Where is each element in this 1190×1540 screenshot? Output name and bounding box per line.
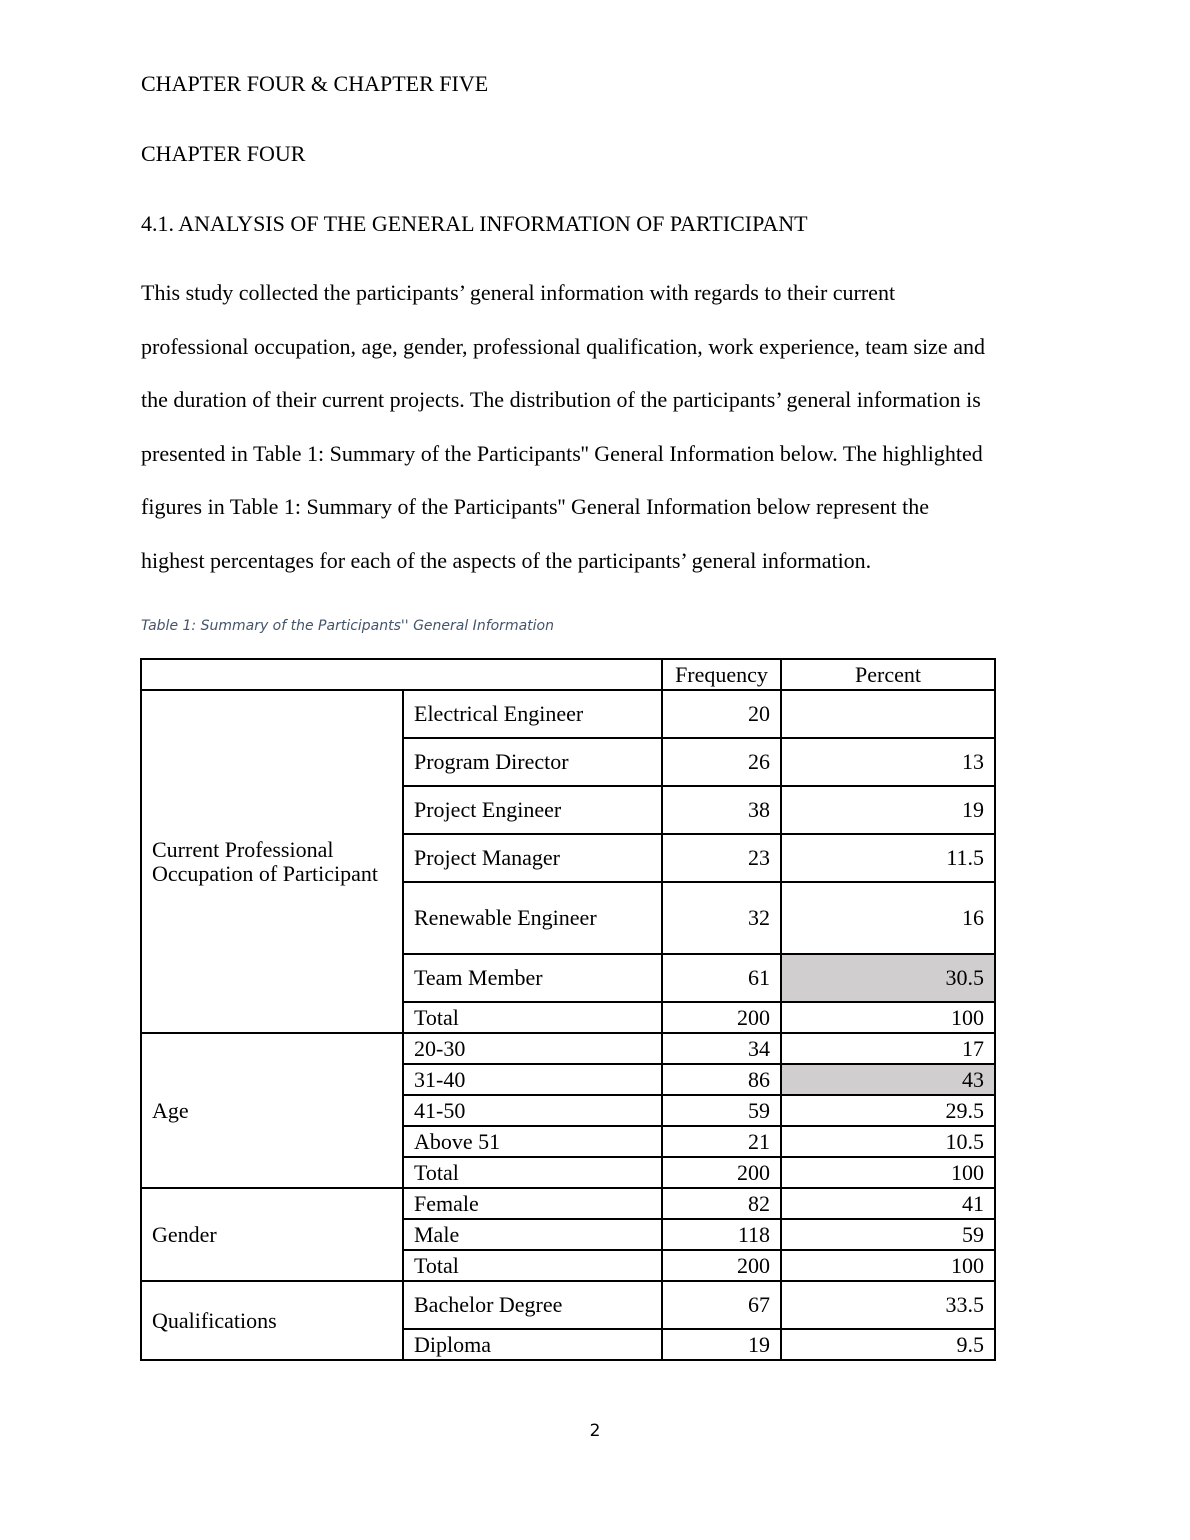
- row-item: Male: [403, 1219, 662, 1250]
- row-frequency: 20: [662, 690, 781, 738]
- row-percent: 100: [781, 1002, 995, 1033]
- row-percent-highlighted: 43: [781, 1064, 995, 1095]
- group-label-qualifications: Qualifications: [141, 1281, 403, 1360]
- paragraph-line: figures in Table 1: Summary of the Participants'' General Information below represent the: [141, 494, 929, 520]
- row-percent: 100: [781, 1157, 995, 1188]
- row-frequency: 61: [662, 954, 781, 1002]
- row-frequency: 200: [662, 1157, 781, 1188]
- row-item: Project Manager: [403, 834, 662, 882]
- document-title: CHAPTER FOUR & CHAPTER FIVE: [141, 71, 489, 96]
- row-item: 31-40: [403, 1064, 662, 1095]
- row-item: Total: [403, 1250, 662, 1281]
- table-caption: Table 1: Summary of the Participants'' General Information: [141, 618, 554, 634]
- row-item: Above 51: [403, 1126, 662, 1157]
- row-percent-highlighted: 30.5: [781, 954, 995, 1002]
- row-frequency: 200: [662, 1002, 781, 1033]
- group-label-age: Age: [141, 1033, 403, 1188]
- row-item: Female: [403, 1188, 662, 1219]
- table-row: [141, 1188, 995, 1219]
- row-item: Bachelor Degree: [403, 1281, 662, 1329]
- intro-paragraph: [141, 280, 1061, 602]
- row-item: Project Engineer: [403, 786, 662, 834]
- row-frequency: 34: [662, 1033, 781, 1064]
- row-item: Total: [403, 1002, 662, 1033]
- row-item: Renewable Engineer: [403, 882, 662, 954]
- row-percent: 41: [781, 1188, 995, 1219]
- row-item: 41-50: [403, 1095, 662, 1126]
- paragraph-line: highest percentages for each of the aspects of the participants’ general information.: [141, 547, 872, 573]
- paragraph-line: presented in Table 1: Summary of the Participants'' General Information below. The highlighted: [141, 440, 983, 466]
- row-frequency: 19: [662, 1329, 781, 1360]
- row-item: Electrical Engineer: [403, 690, 662, 738]
- table-row: [141, 1033, 995, 1064]
- row-percent: 11.5: [781, 834, 995, 882]
- row-frequency: 82: [662, 1188, 781, 1219]
- table-row: [141, 1281, 995, 1329]
- row-frequency: 118: [662, 1219, 781, 1250]
- paragraph-line: professional occupation, age, gender, professional qualification, work experience, team size and: [141, 333, 985, 359]
- paragraph-line: the duration of their current projects. The distribution of the participants’ general information is: [141, 387, 981, 413]
- row-percent: 19: [781, 786, 995, 834]
- group-label-gender: Gender: [141, 1188, 403, 1281]
- row-frequency: 26: [662, 738, 781, 786]
- row-percent: 59: [781, 1219, 995, 1250]
- page-number: 2: [589, 1421, 601, 1441]
- row-frequency: 59: [662, 1095, 781, 1126]
- row-percent: 100: [781, 1250, 995, 1281]
- row-percent: 13: [781, 738, 995, 786]
- group-label-occupation: Current Professional Occupation of Participant: [141, 690, 403, 1033]
- row-frequency: 38: [662, 786, 781, 834]
- row-frequency: 23: [662, 834, 781, 882]
- row-frequency: 86: [662, 1064, 781, 1095]
- row-frequency: 67: [662, 1281, 781, 1329]
- row-frequency: 21: [662, 1126, 781, 1157]
- section-heading: 4.1. ANALYSIS OF THE GENERAL INFORMATION OF PARTICIPANT: [141, 211, 808, 236]
- table-header-row: [141, 659, 995, 690]
- row-item: Team Member: [403, 954, 662, 1002]
- row-item: Program Director: [403, 738, 662, 786]
- row-percent: [781, 690, 995, 738]
- row-item: Total: [403, 1157, 662, 1188]
- participants-summary-table: [140, 658, 996, 1361]
- row-percent: 33.5: [781, 1281, 995, 1329]
- row-frequency: 32: [662, 882, 781, 954]
- row-item: Diploma: [403, 1329, 662, 1360]
- chapter-heading: CHAPTER FOUR: [141, 141, 306, 166]
- row-item: 20-30: [403, 1033, 662, 1064]
- row-percent: 9.5: [781, 1329, 995, 1360]
- row-percent: 10.5: [781, 1126, 995, 1157]
- row-percent: 17: [781, 1033, 995, 1064]
- paragraph-line: This study collected the participants’ general information with regards to their current: [141, 280, 896, 305]
- table-row: [141, 690, 995, 738]
- header-frequency: Frequency: [662, 659, 781, 690]
- row-percent: 29.5: [781, 1095, 995, 1126]
- row-percent: 16: [781, 882, 995, 954]
- row-frequency: 200: [662, 1250, 781, 1281]
- header-blank-cell: [141, 659, 662, 690]
- header-percent: Percent: [781, 659, 995, 690]
